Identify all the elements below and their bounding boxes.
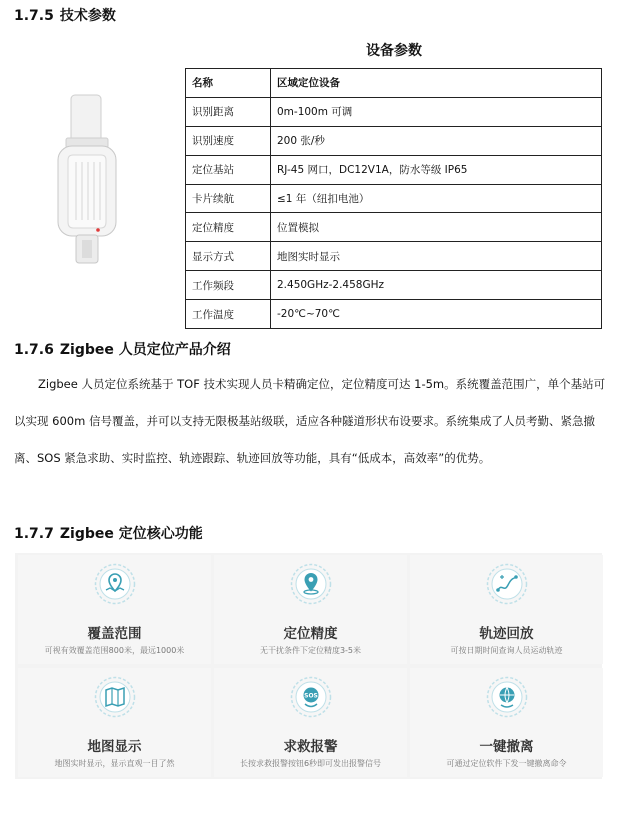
section-title: Zigbee 定位核心功能 bbox=[59, 526, 203, 542]
feature-description: 无干扰条件下定位精度3-5米 bbox=[259, 646, 362, 655]
globe-evacuate-icon bbox=[486, 676, 528, 718]
location-pin-icon bbox=[290, 563, 332, 605]
feature-card-accuracy bbox=[214, 555, 407, 664]
intro-paragraph-block bbox=[14, 366, 614, 477]
table-row bbox=[186, 126, 602, 155]
intro-paragraph: Zigbee 人员定位系统基于 TOF 技术实现人员卡精确定位，定位精度可达 1-5m。系统覆盖范围广，单个基站可以实现 600m 信号覆盖，并可以支持无限极基站级联，适应各种隧道形状布设要求。系统集成了人员考勤、紧急撤离、SOS 紧急求助、实时监控、轨迹跟踪、轨迹回放等功能，具有“低成本，高效率”的优势。 bbox=[14, 377, 606, 465]
section-heading-core-functions bbox=[14, 523, 203, 543]
feature-title: 覆盖范围 bbox=[87, 626, 142, 642]
feature-card-track-replay bbox=[410, 555, 603, 664]
section-number: 1.7.7 bbox=[14, 526, 54, 542]
row-value: 2.450GHz-2.458GHz bbox=[271, 271, 602, 300]
row-key: 识别距离 bbox=[186, 97, 271, 126]
section-number: 1.7.5 bbox=[14, 8, 54, 24]
svg-text:SOS: SOS bbox=[304, 692, 318, 700]
table-caption: 设备参数 bbox=[366, 43, 422, 59]
feature-card-evacuate bbox=[410, 668, 603, 777]
table-row bbox=[186, 213, 602, 242]
row-key: 工作温度 bbox=[186, 300, 271, 329]
row-key: 显示方式 bbox=[186, 242, 271, 271]
row-value: ≤1 年（纽扣电池） bbox=[271, 184, 602, 213]
row-value: 200 张/秒 bbox=[271, 126, 602, 155]
row-value: RJ-45 网口，DC12V1A，防水等级 IP65 bbox=[271, 155, 602, 184]
row-key: 识别速度 bbox=[186, 126, 271, 155]
feature-card-coverage bbox=[18, 555, 211, 664]
map-pin-coverage-icon bbox=[94, 563, 136, 605]
table-header-value: 区域定位设备 bbox=[271, 69, 602, 98]
feature-description: 地图实时显示，显示直观一目了然 bbox=[54, 759, 175, 768]
section-title: 技术参数 bbox=[59, 8, 116, 24]
feature-card-sos-alarm bbox=[214, 668, 407, 777]
row-value: 地图实时显示 bbox=[271, 242, 602, 271]
feature-description: 可按日期时间查询人员运动轨迹 bbox=[450, 646, 563, 655]
table-row bbox=[186, 97, 602, 126]
table-row bbox=[186, 155, 602, 184]
device-parameters-table bbox=[185, 68, 602, 329]
track-replay-icon bbox=[486, 563, 528, 605]
row-key: 定位精度 bbox=[186, 213, 271, 242]
section-heading-tech-params bbox=[14, 5, 116, 25]
table-row bbox=[186, 271, 602, 300]
table-header-row bbox=[186, 69, 602, 98]
feature-title: 一键撤离 bbox=[479, 739, 534, 755]
table-header-key: 名称 bbox=[186, 69, 271, 98]
feature-title: 定位精度 bbox=[283, 626, 338, 642]
table-row bbox=[186, 184, 602, 213]
positioning-device-image bbox=[16, 80, 176, 275]
row-key: 工作频段 bbox=[186, 271, 271, 300]
row-value: 0m-100m 可调 bbox=[271, 97, 602, 126]
feature-title: 求救报警 bbox=[283, 739, 338, 755]
row-value: 位置模拟 bbox=[271, 213, 602, 242]
map-display-icon bbox=[94, 676, 136, 718]
feature-title: 地图显示 bbox=[87, 739, 142, 755]
table-row bbox=[186, 300, 602, 329]
section-title: Zigbee 人员定位产品介绍 bbox=[59, 342, 231, 358]
feature-card-map-display bbox=[18, 668, 211, 777]
section-heading-product-intro bbox=[14, 339, 231, 359]
feature-title: 轨迹回放 bbox=[479, 626, 534, 642]
row-value: -20℃~70℃ bbox=[271, 300, 602, 329]
feature-grid bbox=[15, 553, 602, 779]
sos-alarm-icon bbox=[290, 676, 332, 718]
feature-description: 可通过定位软件下发一键撤离命令 bbox=[446, 759, 567, 768]
section-number: 1.7.6 bbox=[14, 342, 54, 358]
feature-description: 长按求救报警按钮6秒即可发出报警信号 bbox=[239, 759, 382, 768]
row-key: 定位基站 bbox=[186, 155, 271, 184]
table-row bbox=[186, 242, 602, 271]
row-key: 卡片续航 bbox=[186, 184, 271, 213]
feature-description: 可视有效覆盖范围800米，最远1000米 bbox=[44, 646, 185, 655]
